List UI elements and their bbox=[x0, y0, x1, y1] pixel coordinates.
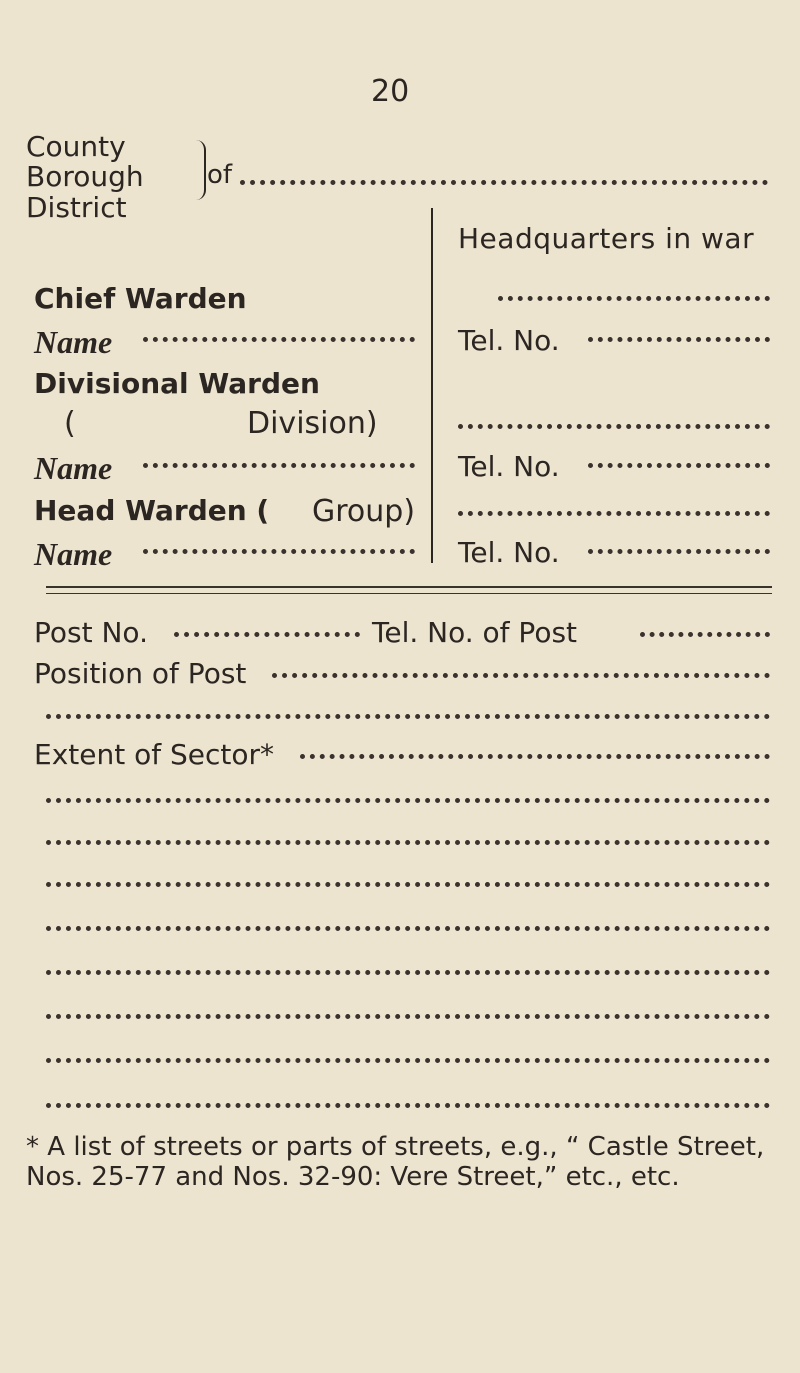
group-label: Group) bbox=[312, 494, 416, 529]
extent-of-sector-field[interactable] bbox=[300, 754, 770, 759]
section-divider-2 bbox=[46, 593, 772, 594]
divisional-warden-tel-label: Tel. No. bbox=[458, 450, 560, 483]
chief-warden-name-label: Name bbox=[34, 324, 113, 360]
extent-line-7[interactable] bbox=[46, 1058, 770, 1063]
extent-line-2[interactable] bbox=[46, 840, 770, 845]
district-label: District bbox=[26, 191, 127, 224]
group-fill-line[interactable] bbox=[458, 511, 770, 516]
extent-line-8[interactable] bbox=[46, 1103, 770, 1108]
column-divider bbox=[431, 208, 433, 563]
tel-of-post-field[interactable] bbox=[640, 632, 770, 637]
chief-warden-name-field[interactable] bbox=[143, 337, 415, 342]
header-brace bbox=[192, 140, 206, 200]
head-warden-tel-label: Tel. No. bbox=[458, 536, 560, 569]
division-open-paren: ( bbox=[64, 406, 76, 441]
divisional-warden-name-label: Name bbox=[34, 450, 113, 486]
county-label: County bbox=[26, 130, 126, 163]
borough-label: Borough bbox=[26, 160, 144, 193]
divisional-warden-name-field[interactable] bbox=[143, 463, 415, 468]
chief-warden-tel-field[interactable] bbox=[588, 337, 770, 342]
position-of-post-field-2[interactable] bbox=[46, 714, 770, 719]
page-number: 20 bbox=[371, 74, 410, 109]
extent-line-6[interactable] bbox=[46, 1014, 770, 1019]
head-warden-name-field[interactable] bbox=[143, 549, 415, 554]
position-of-post-label: Position of Post bbox=[34, 657, 247, 690]
extent-line-4[interactable] bbox=[46, 926, 770, 931]
section-divider bbox=[46, 586, 772, 588]
tel-of-post-label: Tel. No. of Post bbox=[372, 616, 578, 649]
extent-of-sector-label: Extent of Sector* bbox=[34, 738, 274, 771]
header-fill-line[interactable] bbox=[240, 180, 768, 185]
divisional-warden-tel-field[interactable] bbox=[588, 463, 770, 468]
post-no-label: Post No. bbox=[34, 616, 148, 649]
head-warden-tel-field[interactable] bbox=[588, 549, 770, 554]
of-label: of bbox=[207, 160, 233, 190]
extent-line-3[interactable] bbox=[46, 882, 770, 887]
position-of-post-field[interactable] bbox=[272, 673, 770, 678]
extent-line-5[interactable] bbox=[46, 970, 770, 975]
head-warden-name-label: Name bbox=[34, 536, 113, 572]
division-fill-line[interactable] bbox=[458, 424, 770, 429]
post-no-field[interactable] bbox=[174, 632, 360, 637]
chief-warden-tel-label: Tel. No. bbox=[458, 324, 560, 357]
divisional-warden-title: Divisional Warden bbox=[34, 367, 320, 400]
division-label: Division) bbox=[247, 406, 378, 441]
footnote: * A list of streets or parts of streets, e.g., “ Castle Street, Nos. 25-77 and Nos. 32-90: Vere Street,” etc., etc. bbox=[26, 1132, 765, 1192]
extent-line-1[interactable] bbox=[46, 798, 770, 803]
headquarters-fill-line[interactable] bbox=[498, 296, 770, 301]
head-warden-title: Head Warden ( bbox=[34, 494, 270, 527]
chief-warden-title: Chief Warden bbox=[34, 282, 247, 315]
headquarters-label: Headquarters in war bbox=[458, 222, 755, 255]
